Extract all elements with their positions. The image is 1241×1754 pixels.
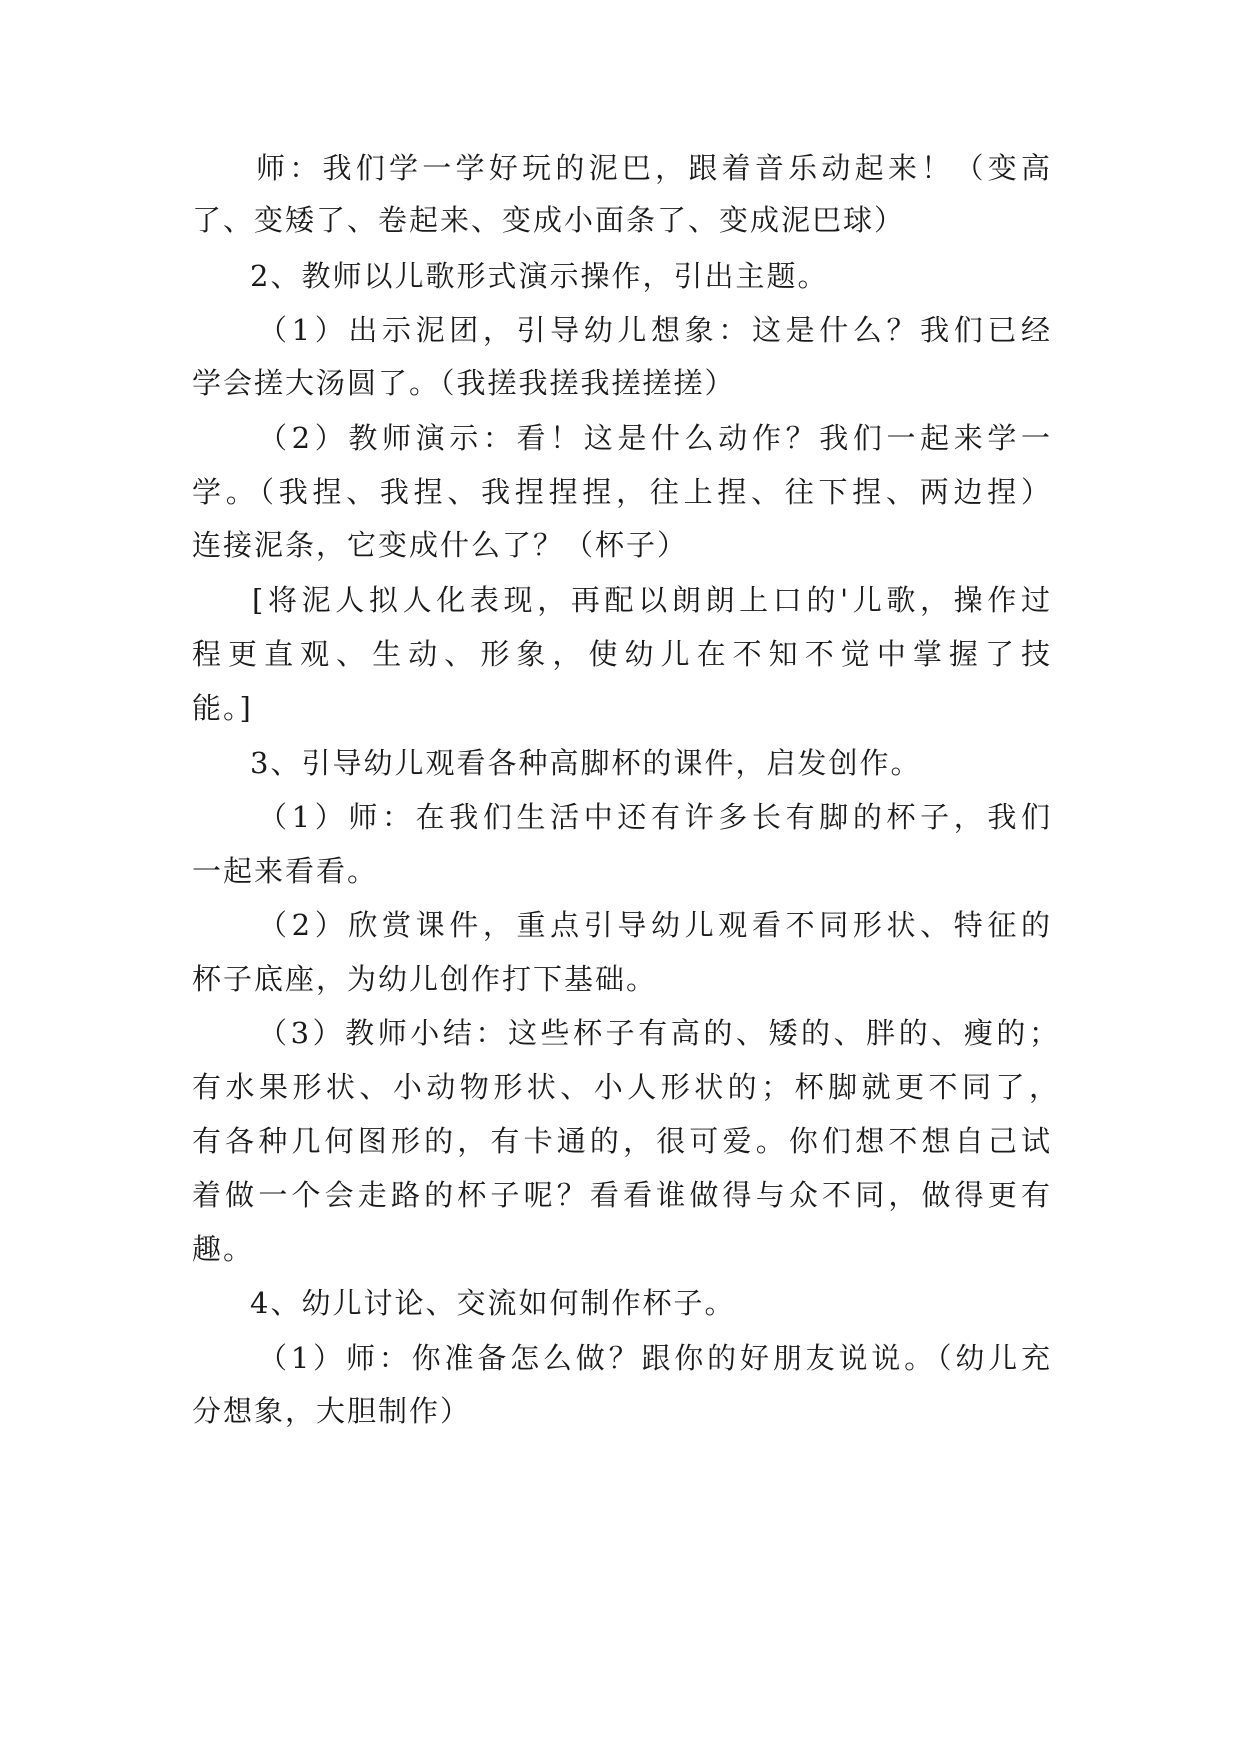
- text-line: （1）出示泥团，引导幼儿想象：这是什么？我们已经: [258, 313, 1052, 347]
- text-line: 杯子底座，为幼儿创作打下基础。: [192, 962, 658, 996]
- text-line: （2）教师演示：看！这是什么动作？我们一起来学一: [258, 421, 1052, 455]
- text-line: 2、教师以儿歌形式演示操作，引出主题。: [250, 259, 829, 293]
- text-line: 3、引导幼儿观看各种高脚杯的课件，启发创作。: [250, 746, 922, 780]
- text-line: 了、变矮了、卷起来、变成小面条了、变成泥巴球）: [192, 203, 906, 237]
- text-line: 有各种几何图形的，有卡通的，很可爱。你们想不想自己试: [192, 1124, 1052, 1158]
- text-line: [将泥人拟人化表现，再配以朗朗上口的'儿歌，操作过: [252, 583, 1052, 617]
- text-line: （3）教师小结：这些杯子有高的、矮的、胖的、瘦的；: [258, 1016, 1060, 1050]
- text-line: 程更直观、生动、形象，使幼儿在不知不觉中掌握了技: [192, 637, 1052, 671]
- text-line: 连接泥条，它变成什么了？（杯子）: [192, 528, 689, 562]
- text-line: （1）师：在我们生活中还有许多长有脚的杯子，我们: [258, 800, 1052, 834]
- text-line: 学。（我捏、我捏、我捏捏捏，往上捏、往下捏、两边捏）: [192, 475, 1052, 509]
- text-line: 4、幼儿讨论、交流如何制作杯子。: [250, 1286, 736, 1320]
- text-line: 着做一个会走路的杯子呢？看看谁做得与众不同，做得更有: [192, 1178, 1052, 1212]
- text-line: （1）师：你准备怎么做？跟你的好朋友说说。（幼儿充: [258, 1341, 1052, 1375]
- text-line: 学会搓大汤圆了。（我搓我搓我搓搓搓）: [192, 366, 736, 400]
- text-line: 趣。: [192, 1232, 255, 1266]
- text-line: 能。]: [192, 691, 253, 725]
- text-line: 一起来看看。: [192, 854, 379, 888]
- text-line: 有水果形状、小动物形状、小人形状的；杯脚就更不同了，: [192, 1070, 1060, 1104]
- text-line: （2）欣赏课件，重点引导幼儿观看不同形状、特征的: [258, 908, 1052, 942]
- text-line: 分想象，大胆制作）: [192, 1394, 472, 1428]
- text-line: 师：我们学一学好玩的泥巴，跟着音乐动起来！（变高: [256, 151, 1052, 185]
